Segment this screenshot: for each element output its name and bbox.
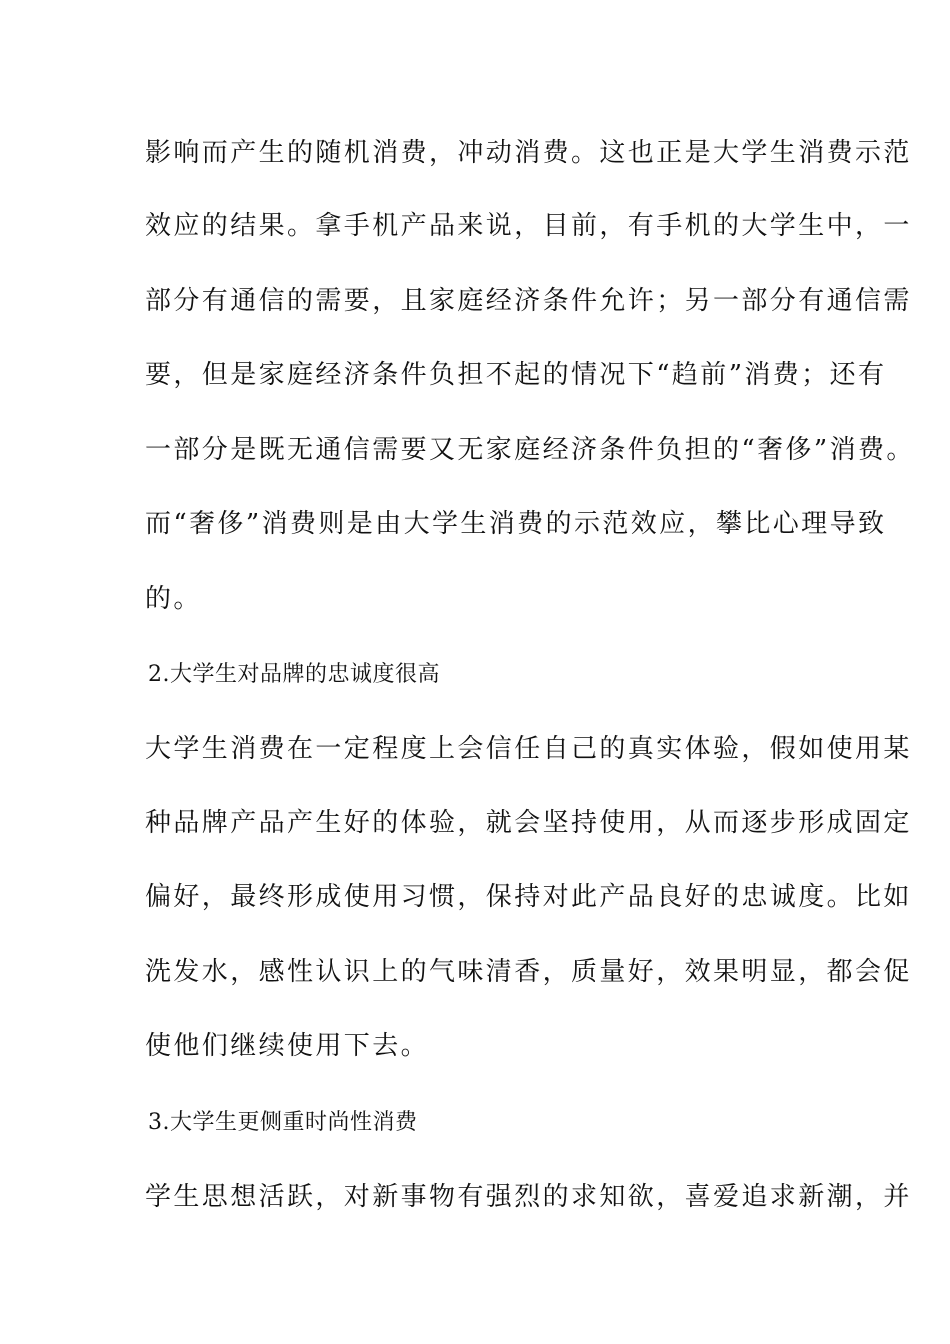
paragraph-line: 种品牌产品产生好的体验，就会坚持使用，从而逐步形成固定 xyxy=(145,808,912,838)
paragraph-line: 大学生消费在一定程度上会信任自己的真实体验，假如使用某 xyxy=(145,734,912,764)
paragraph-line: 偏好，最终形成使用习惯，保持对此产品良好的忠诚度。比如 xyxy=(145,882,912,912)
paragraph-line: 使他们继续使用下去。 xyxy=(145,1031,430,1061)
paragraph-line: 洗发水，感性认识上的气味清香，质量好，效果明显，都会促 xyxy=(145,957,912,987)
paragraph-line: 要，但是家庭经济条件负担不起的情况下“趋前”消费；还有 xyxy=(145,360,887,390)
paragraph-line: 部分有通信的需要，且家庭经济条件允许；另一部分有通信需 xyxy=(145,286,912,316)
paragraph-line: 影响而产生的随机消费，冲动消费。这也正是大学生消费示范 xyxy=(145,138,912,168)
section-heading: 3.大学生更侧重时尚性消费 xyxy=(148,1110,418,1135)
paragraph-line: 的。 xyxy=(145,584,202,614)
paragraph-line: 一部分是既无通信需要又无家庭经济条件负担的“奢侈”消费。 xyxy=(145,435,915,465)
paragraph-line: 而“奢侈”消费则是由大学生消费的示范效应，攀比心理导致 xyxy=(145,509,887,539)
paragraph-line: 学生思想活跃，对新事物有强烈的求知欲，喜爱追求新潮，并 xyxy=(145,1182,912,1212)
paragraph-line: 效应的结果。拿手机产品来说，目前，有手机的大学生中，一 xyxy=(145,211,912,241)
section-heading: 2.大学生对品牌的忠诚度很高 xyxy=(148,662,440,687)
